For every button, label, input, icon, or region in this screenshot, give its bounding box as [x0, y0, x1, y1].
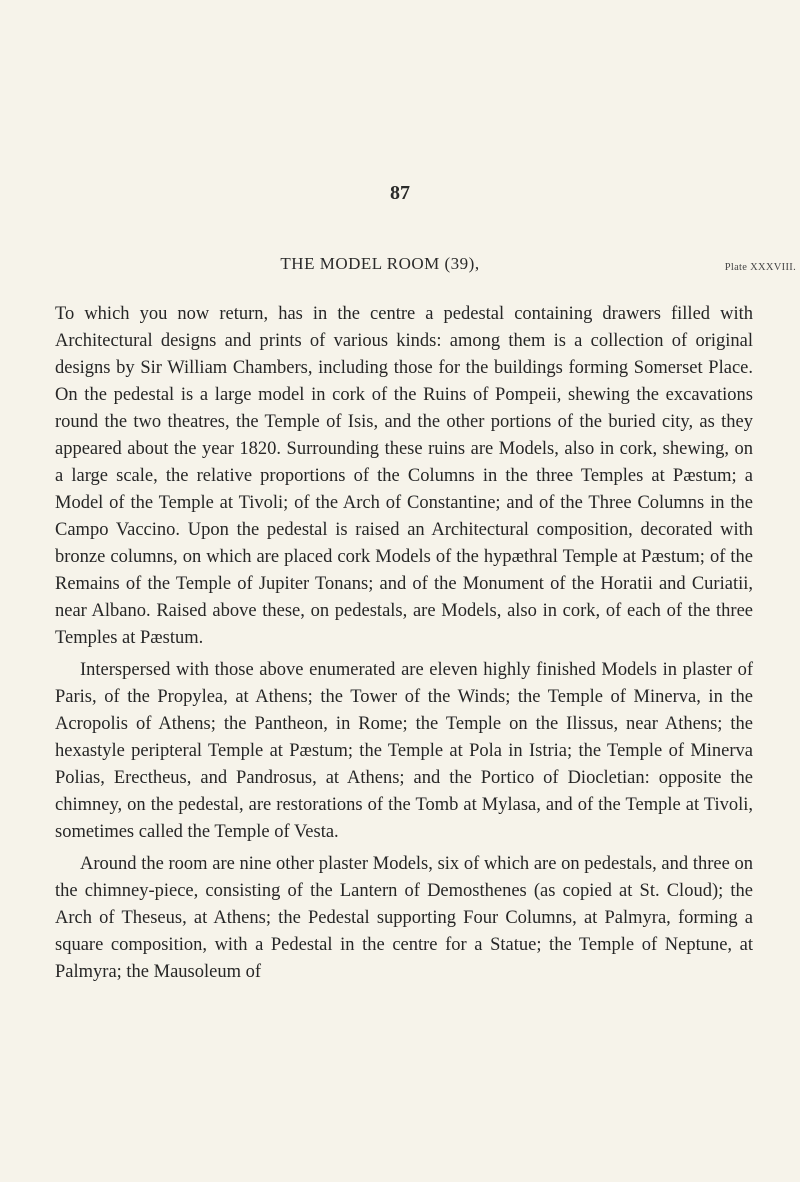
body-text — [55, 301, 753, 991]
section-heading: THE MODEL ROOM (39), — [280, 254, 480, 273]
page-number: 87 — [390, 182, 410, 204]
heading-row — [0, 254, 800, 284]
paragraph-1: To which you now return, has in the centre a pedestal containing drawers filled with Architectural designs and prints of various kinds: among them is a collection of original designs by Sir William Chambers, including those for the buildings forming Somerset Place. On the pedestal is a large model in cork of the Ruins of Pompeii, shewing the excavations round the two theatres, the Temple of Isis, and the other portions of the buried city, as they appeared about the year 1820. Surrounding these ruins are Models, also in cork, shewing, on a large scale, the relative proportions of the Columns in the three Temples at Pæstum; a Model of the Temple at Tivoli; of the Arch of Constantine; and of the Three Columns in the Campo Vaccino. Upon the pedestal is raised an Architectural composition, decorated with bronze columns, on which are placed cork Models of the hypæthral Temple at Pæstum; of the Remains of the Temple of Jupiter Tonans; and of the Monument of the Horatii and Curiatii, near Albano. Raised above these, on pedestals, are Models, also in cork, of each of the three Temples at Pæstum. — [55, 304, 753, 648]
plate-reference: Plate XXXVIII. — [724, 262, 796, 273]
paragraph-3: Around the room are nine other plaster Models, six of which are on pedestals, and three on the chimney-piece, consisting of the Lantern of Demosthenes (as copied at St. Cloud); the Arch of Theseus, at Athens; the Pedestal supporting Four Columns, at Palmyra, forming a square composition, with a Pedestal in the centre for a Statue; the Temple of Neptune, at Palmyra; the Mausoleum of — [55, 854, 753, 982]
paragraph-2: Interspersed with those above enumerated are eleven highly finished Models in plaster of Paris, of the Propylea, at Athens; the Tower of the Winds; the Temple of Minerva, in the Acropolis of Athens; the Pantheon, in Rome; the Temple on the Ilissus, near Athens; the hexastyle peripteral Temple at Pæstum; the Temple at Pola in Istria; the Temple of Minerva Polias, Erectheus, and Pandrosus, at Athens; and the Portico of Diocletian: opposite the chimney, on the pedestal, are restorations of the Tomb at Mylasa, and of the Temple at Tivoli, sometimes called the Temple of Vesta. — [55, 660, 753, 842]
